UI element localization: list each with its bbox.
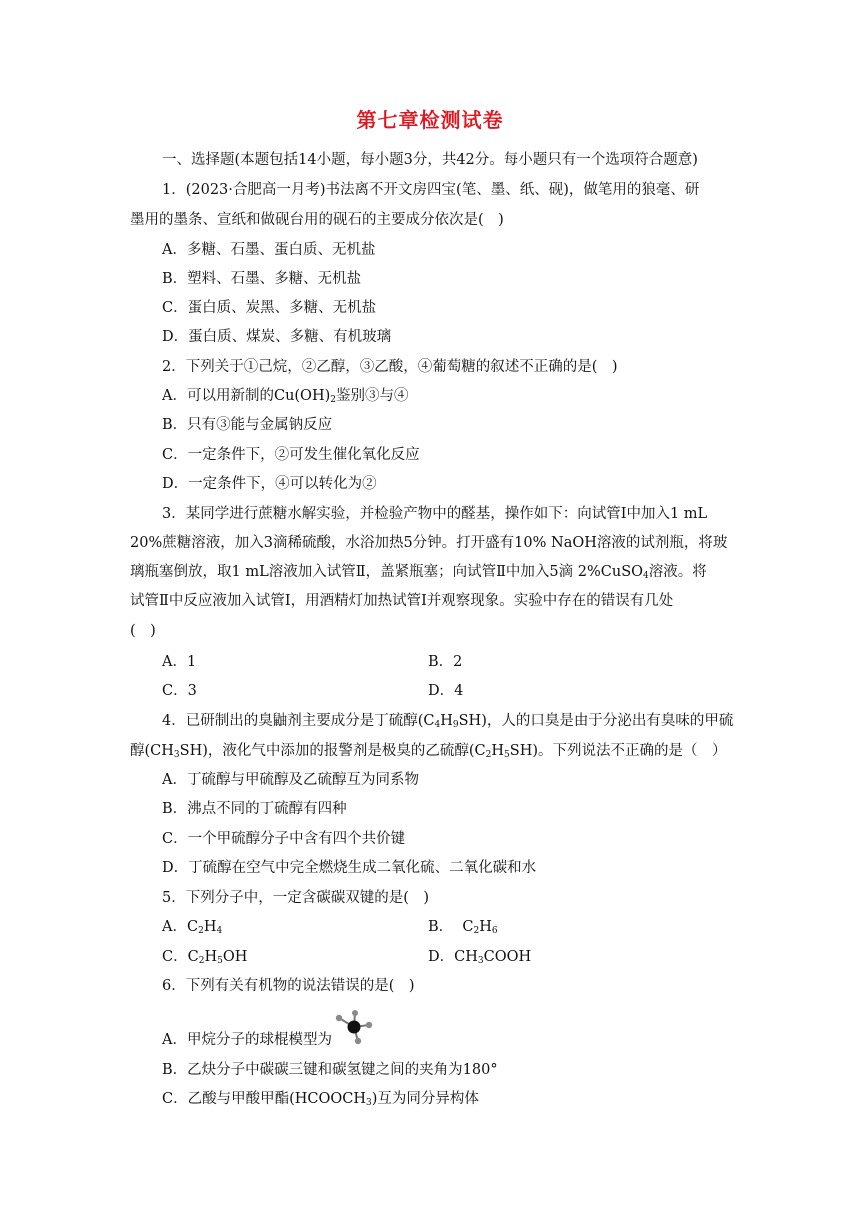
methane-ball-stick-model-icon: [333, 1010, 377, 1046]
q3-stem-line5: ( ): [130, 623, 156, 639]
q5-option-d: D．$CH_3COOH$: [428, 949, 532, 966]
page-title: 第七章检测试卷: [356, 108, 504, 132]
q6-option-a: A．甲烷分子的球棍模型为: [162, 1032, 332, 1048]
q2-option-b: B．只有③能与金属钠反应: [162, 417, 333, 433]
q4-option-d: D．丁硫醇在空气中完全燃烧生成二氧化硫、二氧化碳和水: [162, 860, 537, 876]
q5-option-a: A．$C_2H_4$: [162, 919, 223, 936]
q3-stem-line2: 20%蔗糖溶液，加入3滴稀硫酸，水浴加热5分钟。打开盛有10% NaOH溶液的试剂瓶，将玻: [130, 535, 728, 551]
q4-stem-line1: 4．已研制出的臭鼬剂主要成分是丁硫醇$(C_4H_9SH)$，人的口臭是由于分泌出有臭味的甲硫: [162, 713, 734, 730]
q1-stem-line2: 墨用的墨条、宣纸和做砚台用的砚石的主要成分依次是( ): [130, 212, 504, 228]
q4-option-c: C．一个甲硫醇分子中含有四个共价键: [162, 831, 406, 847]
q2-option-c: C．一定条件下，②可发生催化氧化反应: [162, 447, 420, 463]
q5-stem: 5．下列分子中，一定含碳碳双键的是( ): [162, 890, 430, 906]
q3-stem-line4: 试管Ⅱ中反应液加入试管Ⅰ，用酒精灯加热试管Ⅰ并观察现象。实验中存在的错误有几处: [130, 593, 674, 609]
q1-option-c: C．蛋白质、炭黑、多糖、无机盐: [162, 300, 377, 316]
q4-stem-line2: 醇$(CH_3SH)$，液化气中添加的报警剂是极臭的乙硫醇$(C_2H_5SH)$。下列说法不正确的是（ ）: [130, 743, 727, 760]
q1-option-a: A．多糖、石墨、蛋白质、无机盐: [162, 242, 376, 258]
q1-stem-line1: 1．(2023·合肥高一月考)书法离不开文房四宝(笔、墨、纸、砚)，做笔用的狼毫、研: [162, 182, 700, 198]
q6-option-c: C．乙酸与甲酸甲酯$(HCOOCH_3)$互为同分异构体: [162, 1091, 479, 1108]
q3-stem-line1: 3．某同学进行蔗糖水解实验，并检验产物中的醛基，操作如下：向试管Ⅰ中加入1 mL: [162, 506, 708, 522]
q1-option-b: B．塑料、石墨、多糖、无机盐: [162, 271, 362, 287]
q3-option-b: B．2: [428, 654, 463, 670]
q2-option-d: D．一定条件下，④可以转化为②: [162, 476, 377, 492]
q4-option-a: A．丁硫醇与甲硫醇及乙硫醇互为同系物: [162, 772, 419, 788]
section-header: 一、选择题(本题包括14小题，每小题3分，共42分。每小题只有一个选项符合题意): [162, 152, 698, 168]
q5-option-c: C．$C_2H_5OH$: [162, 949, 248, 966]
q3-option-d: D．4: [428, 683, 464, 699]
q5-option-b: B． $C_2H_6$: [428, 919, 498, 936]
q2-option-a: A．可以用新制的$Cu(OH)_2$鉴别③与④: [162, 388, 409, 405]
q6-option-b: B．乙炔分子中碳碳三键和碳氢键之间的夹角为180°: [162, 1062, 498, 1078]
q3-stem-line3: 璃瓶塞倒放，取1 mL溶液加入试管Ⅱ，盖紧瓶塞；向试管Ⅱ中加入5滴 2%CuSO$_4$溶液。将: [130, 564, 707, 581]
q6-stem: 6．下列有关有机物的说法错误的是( ): [162, 978, 415, 994]
q3-option-a: A．1: [162, 654, 197, 670]
q2-stem: 2．下列关于①己烷，②乙醇，③乙酸，④葡萄糖的叙述不正确的是( ): [162, 359, 618, 375]
q3-option-c: C．3: [162, 683, 197, 699]
q4-option-b: B．沸点不同的丁硫醇有四种: [162, 801, 347, 817]
q1-option-d: D．蛋白质、煤炭、多糖、有机玻璃: [162, 329, 392, 345]
